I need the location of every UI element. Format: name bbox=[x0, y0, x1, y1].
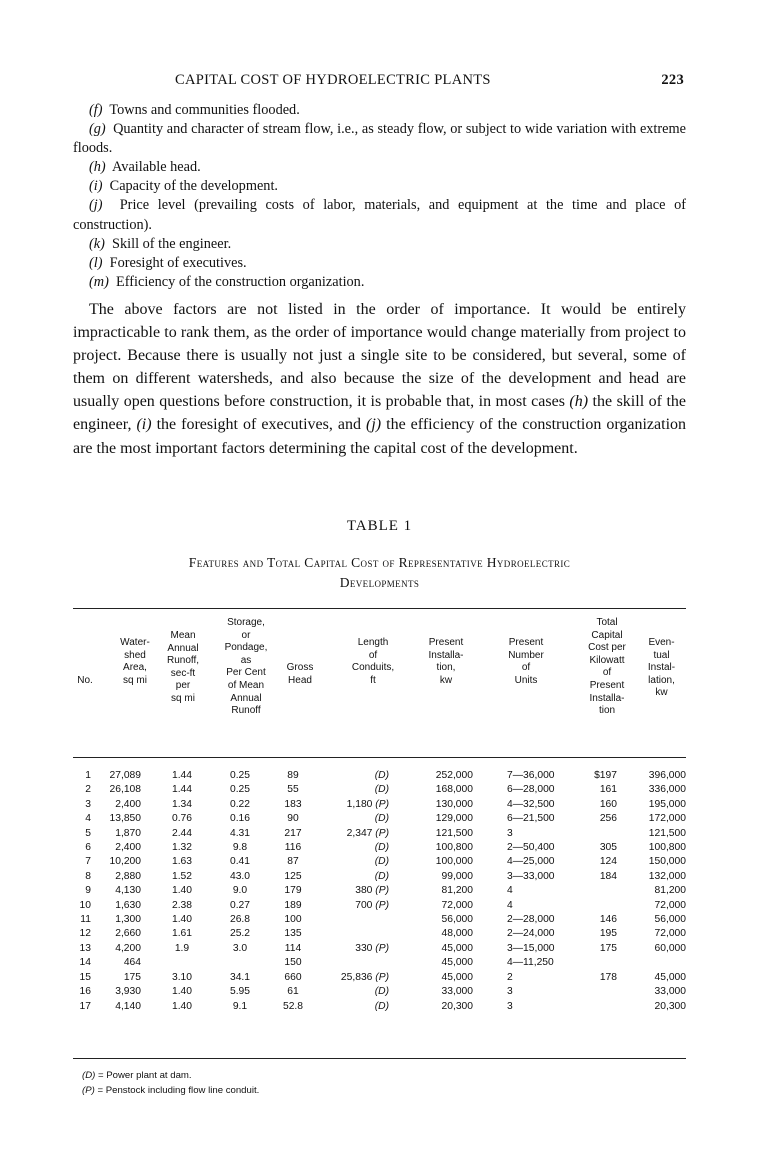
cell-eventual: 396,000 bbox=[648, 770, 686, 781]
cell-installation: 33,000 bbox=[441, 986, 473, 998]
cell-head: 90 bbox=[287, 813, 299, 825]
cell-cost: 124 bbox=[599, 856, 617, 868]
factor-item: (l) Foresight of executives. bbox=[89, 254, 247, 271]
cell-installation: 252,000 bbox=[435, 770, 473, 781]
header-watershed: Water- shed Area, sq mi bbox=[120, 637, 150, 686]
cell-eventual: 195,000 bbox=[648, 798, 686, 810]
cell-head: 150 bbox=[284, 957, 302, 969]
table-row bbox=[73, 841, 686, 855]
cell-head: 183 bbox=[284, 798, 302, 810]
header-runoff: Mean Annual Runoff, sec-ft per sq mi bbox=[166, 630, 200, 704]
factor-item: (h) Available head. bbox=[89, 159, 201, 176]
cell-watershed: 27,089 bbox=[109, 770, 141, 781]
cell-eventual bbox=[631, 956, 686, 970]
cell-units: 3 bbox=[507, 827, 513, 839]
cell-storage: 0.41 bbox=[229, 856, 251, 868]
cell-storage: 4.31 bbox=[229, 827, 251, 839]
data-table bbox=[73, 769, 686, 1014]
cell-no: 14 bbox=[79, 957, 91, 969]
page-number: 223 bbox=[661, 72, 684, 88]
cell-no: 2 bbox=[85, 784, 91, 796]
cell-eventual: 72,000 bbox=[654, 899, 686, 911]
cell-runoff: 0.76 bbox=[171, 813, 193, 825]
cell-conduits: 700 (P) bbox=[355, 899, 389, 911]
table-row bbox=[73, 927, 686, 941]
cell-watershed: 2,400 bbox=[115, 798, 141, 810]
cell-head: 217 bbox=[284, 827, 302, 839]
cell-head: 52.8 bbox=[282, 1000, 304, 1012]
cell-watershed: 2,400 bbox=[115, 842, 141, 854]
cell-installation: 56,000 bbox=[441, 914, 473, 926]
cell-conduits: (D) bbox=[374, 842, 389, 854]
cell-units: 3 bbox=[507, 986, 513, 998]
cell-runoff: 1.40 bbox=[171, 986, 193, 998]
table-row bbox=[73, 812, 686, 826]
cell-cost: 146 bbox=[599, 914, 617, 926]
cell-installation: 72,000 bbox=[441, 899, 473, 911]
cell-cost: 161 bbox=[599, 784, 617, 796]
running-head-title: CAPITAL COST OF HYDROELECTRIC PLANTS bbox=[175, 72, 491, 88]
cell-runoff bbox=[155, 956, 205, 970]
cell-no: 6 bbox=[85, 842, 91, 854]
factor-item: (i) Capacity of the development. bbox=[89, 178, 278, 195]
cell-head: 55 bbox=[287, 784, 299, 796]
cell-conduits bbox=[317, 956, 411, 970]
cell-cost bbox=[575, 985, 631, 999]
cell-cost: 256 bbox=[599, 813, 617, 825]
cell-storage: 9.8 bbox=[232, 842, 248, 854]
cell-storage: 0.16 bbox=[229, 813, 251, 825]
table-header-rule bbox=[73, 757, 686, 758]
cell-conduits: 2,347 (P) bbox=[346, 827, 389, 839]
cell-eventual: 336,000 bbox=[648, 784, 686, 796]
cell-installation: 100,800 bbox=[435, 842, 473, 854]
cell-watershed: 464 bbox=[123, 957, 141, 969]
cell-cost: 184 bbox=[599, 870, 617, 882]
cell-storage: 9.1 bbox=[232, 1000, 248, 1012]
cell-no: 9 bbox=[85, 885, 91, 897]
table-row bbox=[73, 827, 686, 841]
cell-conduits: 1,180 (P) bbox=[346, 798, 389, 810]
cell-cost bbox=[575, 956, 631, 970]
cell-conduits bbox=[317, 927, 411, 941]
cell-conduits: (D) bbox=[374, 870, 389, 882]
cell-cost bbox=[575, 884, 631, 898]
header-storage: Storage, or Pondage, as Per Cent of Mean Annual Runoff bbox=[224, 617, 268, 717]
cell-units: 2—50,400 bbox=[507, 842, 555, 854]
cell-units: 2—24,000 bbox=[507, 928, 555, 940]
cell-cost: 178 bbox=[599, 971, 617, 983]
cell-head: 189 bbox=[284, 899, 302, 911]
cell-no: 11 bbox=[80, 914, 91, 926]
cell-watershed: 3,930 bbox=[115, 986, 141, 998]
factor-reference: (h) bbox=[569, 393, 589, 411]
cell-conduits: (D) bbox=[374, 1000, 389, 1012]
cell-conduits: (D) bbox=[374, 813, 389, 825]
cell-cost bbox=[575, 1000, 631, 1014]
body-paragraph: The above factors are not listed in the order of importance. It would be entirely impracticable to rank them, as the order of importance would change materially from project to project. Because there is usually not just a single site to be considered, but several, some of them on different watersheds, and also because the size of the development and head are usually open questions before construction, it is probable that, in most cases (h) the skill of the engineer, (i) the foresight of executives, and (j) the efficiency of the construction organization are the most important factors determining the capital cost of the development. bbox=[73, 301, 687, 457]
cell-watershed: 4,200 bbox=[115, 942, 141, 954]
table-caption: Features and Total Capital Cost of Representative Hydroelectric Developments bbox=[188, 555, 571, 590]
cell-runoff: 1.63 bbox=[171, 856, 193, 868]
cell-watershed: 13,850 bbox=[109, 813, 141, 825]
cell-cost bbox=[575, 899, 631, 913]
cell-watershed: 4,140 bbox=[115, 1000, 141, 1012]
cell-runoff: 1.61 bbox=[171, 928, 193, 940]
cell-runoff: 2.44 bbox=[171, 827, 193, 839]
cell-head: 125 bbox=[284, 870, 302, 882]
factor-item: (m) Efficiency of the construction organization. bbox=[89, 273, 365, 290]
header-units: Present Number of Units bbox=[508, 637, 544, 686]
cell-units: 3—15,000 bbox=[507, 942, 555, 954]
cell-runoff: 1.34 bbox=[171, 798, 193, 810]
cell-watershed: 1,300 bbox=[115, 914, 141, 926]
cell-conduits bbox=[317, 913, 411, 927]
cell-storage: 25.2 bbox=[229, 928, 251, 940]
cell-watershed: 1,630 bbox=[115, 899, 141, 911]
cell-no: 7 bbox=[85, 856, 91, 868]
factor-item: (j) Price level (prevailing costs of labor, materials, and equipment at the time and place of construction). bbox=[73, 197, 686, 233]
cell-units: 4—32,500 bbox=[507, 798, 555, 810]
cell-runoff: 1.9 bbox=[174, 942, 190, 954]
cell-storage: 34.1 bbox=[229, 971, 251, 983]
cell-no: 10 bbox=[79, 899, 91, 911]
cell-units: 6—28,000 bbox=[507, 784, 555, 796]
cell-units: 2—28,000 bbox=[507, 914, 555, 926]
table-row bbox=[73, 870, 686, 884]
cell-storage bbox=[205, 956, 269, 970]
cell-no: 5 bbox=[85, 827, 91, 839]
cell-units: 6—21,500 bbox=[507, 813, 555, 825]
cell-no: 12 bbox=[79, 928, 91, 940]
cell-runoff: 1.40 bbox=[171, 885, 193, 897]
cell-conduits: (D) bbox=[374, 856, 389, 868]
cell-runoff: 1.52 bbox=[171, 870, 193, 882]
cell-watershed: 2,880 bbox=[115, 870, 141, 882]
cell-head: 660 bbox=[284, 971, 302, 983]
cell-conduits: 330 (P) bbox=[355, 942, 389, 954]
cell-head: 100 bbox=[284, 914, 302, 926]
cell-installation: 20,300 bbox=[441, 1000, 473, 1012]
factor-item: (k) Skill of the engineer. bbox=[89, 235, 232, 252]
cell-units: 2 bbox=[507, 971, 513, 983]
cell-no: 15 bbox=[79, 971, 91, 983]
note-dam: (D) = Power plant at dam. bbox=[82, 1070, 192, 1081]
cell-conduits: 380 (P) bbox=[355, 885, 389, 897]
table-top-rule bbox=[73, 608, 686, 609]
table-title: TABLE 1 bbox=[346, 518, 413, 534]
cell-units: 4 bbox=[507, 899, 513, 911]
table-row bbox=[73, 884, 686, 898]
cell-eventual: 132,000 bbox=[648, 870, 686, 882]
cell-cost: 175 bbox=[599, 942, 617, 954]
cell-head: 61 bbox=[287, 986, 299, 998]
cell-installation: 45,000 bbox=[441, 942, 473, 954]
header-cost: Total Capital Cost per Kilowatt of Present Installa- tion bbox=[588, 617, 626, 717]
header-no: No. bbox=[77, 675, 93, 686]
cell-installation: 45,000 bbox=[441, 971, 473, 983]
header-head: Gross Head bbox=[286, 662, 314, 686]
factor-reference: (i) bbox=[136, 416, 152, 434]
cell-installation: 100,000 bbox=[435, 856, 473, 868]
table-bottom-rule bbox=[73, 1058, 686, 1059]
cell-eventual: 60,000 bbox=[654, 942, 686, 954]
cell-storage: 43.0 bbox=[229, 870, 251, 882]
cell-conduits: 25,836 (P) bbox=[340, 971, 389, 983]
cell-watershed: 26,108 bbox=[109, 784, 141, 796]
cell-head: 116 bbox=[284, 842, 302, 854]
table-row bbox=[73, 942, 686, 956]
table-notes bbox=[82, 1068, 259, 1098]
cell-cost: 160 bbox=[599, 798, 617, 810]
table-row bbox=[73, 783, 686, 797]
cell-runoff: 2.38 bbox=[171, 899, 193, 911]
cell-eventual: 20,300 bbox=[654, 1000, 686, 1012]
running-head bbox=[73, 72, 686, 92]
cell-no: 16 bbox=[79, 986, 91, 998]
factor-item: (f) Towns and communities flooded. bbox=[89, 102, 300, 118]
factor-item: (g) Quantity and character of stream flow, i.e., as steady flow, or subject to wide variation with extreme floods. bbox=[73, 121, 686, 157]
table-row bbox=[73, 899, 686, 913]
cell-runoff: 1.40 bbox=[171, 1000, 193, 1012]
cell-cost: $197 bbox=[594, 770, 617, 781]
table-row bbox=[73, 956, 686, 970]
table-row bbox=[73, 855, 686, 869]
cell-no: 3 bbox=[85, 798, 91, 810]
cell-storage: 0.25 bbox=[229, 784, 251, 796]
cell-eventual: 121,500 bbox=[648, 827, 686, 839]
cell-eventual: 100,800 bbox=[648, 842, 686, 854]
table-row bbox=[73, 769, 686, 783]
cell-installation: 99,000 bbox=[441, 870, 473, 882]
cell-eventual: 56,000 bbox=[654, 914, 686, 926]
cell-units: 4—25,000 bbox=[507, 856, 555, 868]
cell-eventual: 150,000 bbox=[648, 856, 686, 868]
cell-head: 135 bbox=[284, 928, 302, 940]
factor-reference: (j) bbox=[366, 416, 382, 434]
cell-units: 3—33,000 bbox=[507, 870, 555, 882]
cell-head: 114 bbox=[284, 942, 302, 954]
cell-watershed: 2,660 bbox=[115, 928, 141, 940]
table-header bbox=[73, 618, 686, 754]
table-body bbox=[73, 769, 686, 1014]
cell-storage: 0.22 bbox=[229, 798, 251, 810]
cell-storage: 9.0 bbox=[232, 885, 248, 897]
header-installation: Present Installa- tion, kw bbox=[428, 637, 464, 686]
note-penstock: (P) = Penstock including flow line conduit. bbox=[82, 1085, 260, 1096]
cell-no: 8 bbox=[85, 870, 91, 882]
table-row bbox=[73, 798, 686, 812]
cell-installation: 121,500 bbox=[435, 827, 473, 839]
cell-installation: 129,000 bbox=[435, 813, 473, 825]
cell-no: 4 bbox=[85, 813, 91, 825]
cell-installation: 48,000 bbox=[441, 928, 473, 940]
cell-conduits: (D) bbox=[374, 986, 389, 998]
cell-runoff: 3.10 bbox=[171, 971, 193, 983]
cell-storage: 0.25 bbox=[229, 770, 251, 781]
cell-runoff: 1.44 bbox=[171, 770, 193, 781]
cell-head: 89 bbox=[287, 770, 299, 781]
cell-storage: 3.0 bbox=[232, 942, 248, 954]
header-conduits: Length of Conduits, ft bbox=[351, 637, 395, 686]
cell-head: 87 bbox=[287, 856, 299, 868]
cell-units: 7—36,000 bbox=[507, 770, 555, 781]
cell-units: 4—11,250 bbox=[507, 957, 554, 969]
cell-head: 179 bbox=[284, 885, 302, 897]
cell-installation: 130,000 bbox=[435, 798, 473, 810]
cell-conduits: (D) bbox=[374, 770, 389, 781]
table-row bbox=[73, 985, 686, 999]
cell-storage: 26.8 bbox=[229, 914, 251, 926]
header-eventual: Even- tual Instal- lation, kw bbox=[647, 637, 676, 699]
table-row bbox=[73, 913, 686, 927]
cell-storage: 0.27 bbox=[229, 899, 251, 911]
cell-eventual: 33,000 bbox=[654, 986, 686, 998]
cell-no: 13 bbox=[79, 942, 91, 954]
cell-watershed: 175 bbox=[123, 971, 141, 983]
cell-watershed: 10,200 bbox=[109, 856, 141, 868]
cell-watershed: 4,130 bbox=[115, 885, 141, 897]
table-row bbox=[73, 971, 686, 985]
cell-eventual: 81,200 bbox=[654, 885, 686, 897]
cell-watershed: 1,870 bbox=[115, 827, 141, 839]
cell-installation: 45,000 bbox=[441, 957, 473, 969]
cell-no: 17 bbox=[79, 1000, 91, 1012]
cell-units: 3 bbox=[507, 1000, 513, 1012]
cell-cost bbox=[575, 827, 631, 841]
cell-installation: 81,200 bbox=[441, 885, 473, 897]
cell-no: 1 bbox=[85, 770, 91, 781]
cell-runoff: 1.44 bbox=[171, 784, 193, 796]
cell-cost: 195 bbox=[599, 928, 617, 940]
cell-eventual: 72,000 bbox=[654, 928, 686, 940]
cell-conduits: (D) bbox=[374, 784, 389, 796]
table-row bbox=[73, 1000, 686, 1014]
cell-installation: 168,000 bbox=[435, 784, 473, 796]
cell-runoff: 1.40 bbox=[171, 914, 193, 926]
cell-units: 4 bbox=[507, 885, 513, 897]
cell-eventual: 45,000 bbox=[654, 971, 686, 983]
cell-eventual: 172,000 bbox=[648, 813, 686, 825]
factor-list bbox=[73, 101, 686, 292]
cell-cost: 305 bbox=[599, 842, 617, 854]
cell-runoff: 1.32 bbox=[171, 842, 193, 854]
cell-storage: 5.95 bbox=[229, 986, 251, 998]
